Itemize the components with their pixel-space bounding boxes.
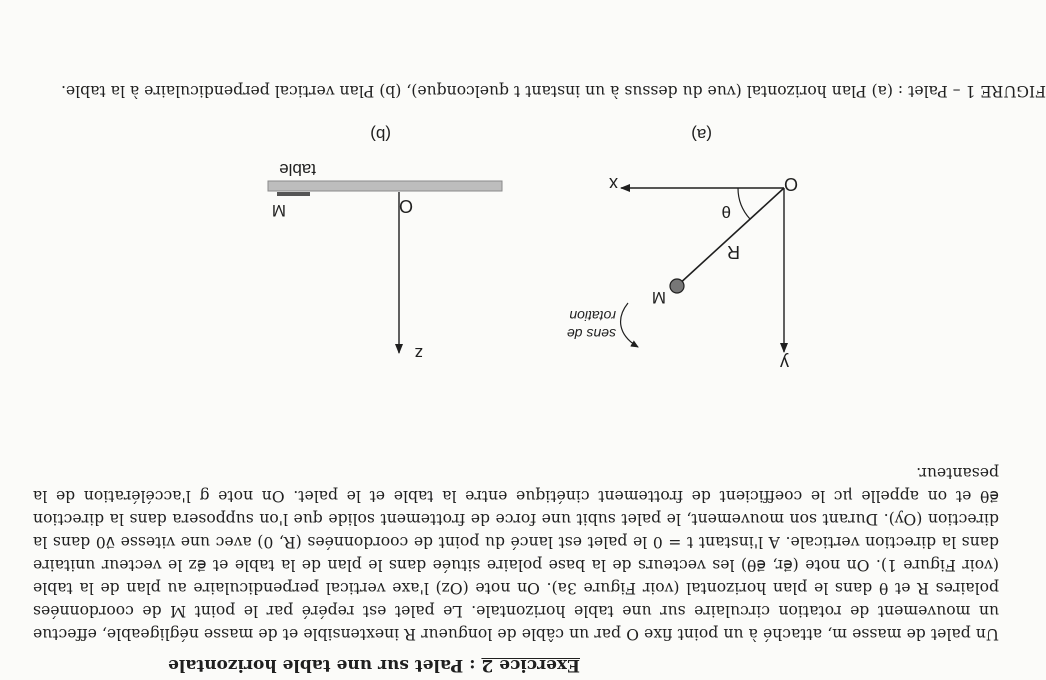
subfigure-label-b: (b)	[370, 125, 391, 144]
z-axis-label: z	[414, 344, 423, 363]
figure-a	[567, 125, 798, 373]
exercise-statement: Un palet de masse m, attaché à un point fixe O par un câble de longueur R inextensible et de masse négligeable, effectue un mouvement de rotation circulaire sur une table horizontale. Le palet est repéré par le point M de coordonnées polaires R et θ dans le plan horizontal (voir Figure 3a). On note (Oz) l'axe vertical perpendiculaire au plan de la table (voir Figure 1). On note (e⃗r, e⃗θ) les vecteurs de la base polaire située dans le plan de la table et e⃗z le vecteur unitaire dans la direction verticale. A l'instant t = 0 le palet est lancé du point de coordonnées (R, 0) avec une vitesse v⃗0 dans la direction (Oy). Durant son mouvement, le palet subit une force de frottement solide que l'on supposera dans la direction e⃗θ et on appelle μc le coefficient de frottement cinétique entre la table et le palet. On note g l'accélération de la pesanteur.	[33, 464, 999, 643]
theta-arc	[738, 188, 750, 219]
rotation-arrow	[621, 303, 638, 347]
x-axis-label: x	[609, 174, 618, 194]
y-axis-label: y	[780, 353, 789, 373]
figure-caption: FIGURE 1 – Palet : (a) Plan horizontal (vue du dessus à un instant t quelconque), (b) Plan vertical perpendiculaire à la table.	[60, 82, 1046, 100]
figure-b	[268, 125, 502, 363]
puck-point	[670, 279, 684, 293]
subfigure-label-a: (a)	[691, 125, 712, 144]
point-label-a: M	[651, 288, 666, 307]
origin-label-a: O	[783, 174, 798, 194]
theta-label: θ	[721, 202, 731, 221]
origin-label-b: O	[398, 196, 413, 216]
radius-label: R	[727, 242, 740, 262]
point-label-b: M	[271, 201, 286, 220]
exercise-heading: : Palet sur une table horizontale	[168, 655, 482, 675]
rotation-label-1: sens de	[566, 326, 616, 342]
table-label: table	[279, 160, 316, 179]
rotation-label-2: rotation	[569, 308, 616, 324]
table-surface	[268, 181, 502, 191]
exercise-number: Exercice 2	[481, 655, 580, 675]
puck-on-table	[277, 192, 310, 196]
